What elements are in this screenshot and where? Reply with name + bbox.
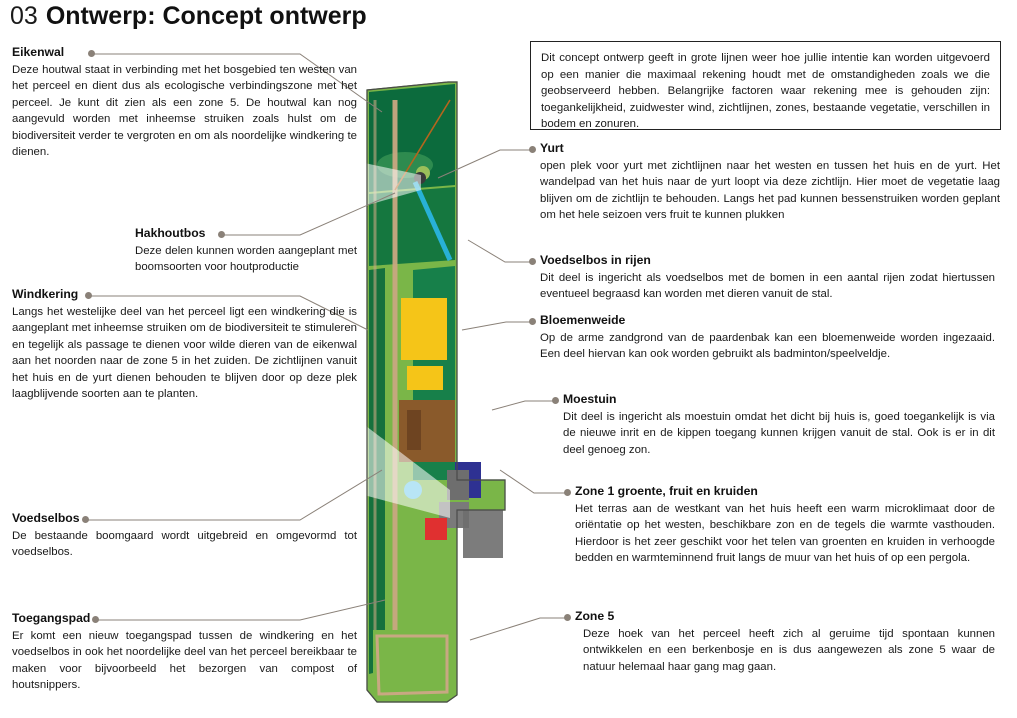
annotation-eikenwal-body: Deze houtwal staat in verbinding met het bosgebied ten westen van het perceel en dient dus als ecologische verbindingszone met het perceel. Je kunt dit zien als een zone 5. De houtwal kan nog aangevuld worden met inheemse struiken zoals hulst om de biodiversiteit verder te vergroten en om als noordelijke windkering te dienen.: [12, 64, 357, 159]
annotation-bloemenweide: [540, 313, 995, 363]
annotation-hakhoutbos-title: Hakhoutbos: [135, 226, 206, 240]
annotation-moestuin: [563, 392, 995, 458]
annotation-moestuin-marker: [552, 397, 559, 404]
annotation-voedselbos-rijen-body: Dit deel is ingericht als voedselbos met de bomen in een aantal rijen zodat hiertussen eventueel begraasd kan worden met dieren vanuit de stal.: [540, 272, 995, 301]
annotation-moestuin-title: Moestuin: [563, 392, 617, 406]
annotation-windkering-title: Windkering: [12, 287, 79, 301]
annotation-yurt-body: open plek voor yurt met zichtlijnen naar het westen en tussen het huis en de yurt. Het wandelpad van het huis naar de yurt loopt via deze zichtlijn. Hier moet de vegetatie laag blijven om de zichtlijn te behouden. Langs het pad kunnen bessenstruiken worden geplant om het hele seizoen vers fruit te kunnen plukken: [540, 160, 1000, 222]
annotation-zone5: [575, 609, 995, 675]
flower-meadow: [401, 298, 447, 390]
annotation-bloemenweide-marker: [529, 318, 536, 325]
annotation-windkering-marker: [85, 292, 92, 299]
zone5-area: [373, 630, 451, 698]
page-title-number: 03: [10, 2, 38, 30]
annotation-zone1-marker: [564, 489, 571, 496]
annotation-toegangspad-title: Toegangspad: [12, 611, 91, 625]
annotation-voedselbos-rijen-title: Voedselbos in rijen: [540, 253, 651, 267]
annotation-zone1-title: Zone 1 groente, fruit en kruiden: [575, 484, 758, 498]
annotation-hakhoutbos: [135, 226, 357, 276]
annotation-eikenwal: [12, 45, 357, 160]
annotation-eikenwal-marker: [88, 50, 95, 57]
annotation-zone1-body: Het terras aan de westkant van het huis heeft een warm microklimaat door de oriëntatie op het westen, beschikbare zon en de tegels die warmte vasthouden. Hierdoor is het zeer geschikt voor het telen van groenten en kruiden in verhoogde bedden en warmteminnend fruit langs de muur van het huis of op een pergola.: [575, 503, 995, 565]
annotation-zone5-body: Deze hoek van het perceel heeft zich al geruime tijd spontaan kunnen ontwikkelen en een berkenbosje en is dus aangewezen als zone 5 waar de natuur helemaal haar gang mag gaan.: [583, 628, 995, 673]
intro-text-box: [530, 41, 1001, 130]
annotation-eikenwal-title: Eikenwal: [12, 45, 65, 59]
annotation-moestuin-body: Dit deel is ingericht als moestuin omdat het dicht bij huis is, goed toegankelijk is via de nieuwe inrit en de kippen toegang kunnen krijgen vanuit de stal. Ook is er in dit deel genoeg zon.: [563, 411, 995, 456]
annotation-zone1: [575, 484, 995, 567]
annotation-voedselbos-rijen: [540, 253, 995, 303]
intro-text: Dit concept ontwerp geeft in grote lijnen weer hoe jullie intentie kan worden uitgevoerd op een manier die maximaal rekening houdt met de omstandigheden zoals we die geobserveerd hebben. Belangrijke factoren waar rekening mee is gehouden zijn: toegankelijkheid, zuidwester wind, zichtlijnen, zones, bestaande vegetatie, verschillen in bodem en zonuren.: [541, 52, 990, 130]
annotation-bloemenweide-body: Op de arme zandgrond van de paardenbak kan een bloemenweide worden ingezaaid. Een deel hiervan kan ook worden gebruikt als badminton/speelveldje.: [540, 332, 995, 361]
annotation-yurt-title: Yurt: [540, 141, 564, 155]
annotation-voedselbos-rijen-marker: [529, 258, 536, 265]
annotation-bloemenweide-title: Bloemenweide: [540, 313, 626, 327]
annotation-hakhoutbos-body: Deze delen kunnen worden aangeplant met boomsoorten voor houtproductie: [135, 245, 357, 274]
annotation-windkering: [12, 287, 357, 402]
annotation-windkering-body: Langs het westelijke deel van het perceel ligt een windkering die is aangeplant met inheemse struiken om de biodiversiteit te stimuleren en tegelijk als passage te dienen voor wilde dieren van de eikenwal aan het noorden naar de zone 5 in het zuiden. De zichtlijnen vanuit het huis en de yurt dienen behouden te blijven door op deze plek laagblijvende soorten aan te planten.: [12, 306, 357, 401]
annotation-toegangspad-marker: [92, 616, 99, 623]
annotation-voedselbos-marker: [82, 516, 89, 523]
annotation-yurt-marker: [529, 146, 536, 153]
annotation-voedselbos-body: De bestaande boomgaard wordt uitgebreid en omgevormd tot voedselbos.: [12, 530, 357, 559]
annotation-voedselbos: [12, 511, 357, 561]
annotation-toegangspad-body: Er komt een nieuw toegangspad tussen de windkering en het voedselbos in ook het noordelijke deel van het perceel bereikbaar te maken voor bijvoorbeeld het bezorgen van compost of houtsnippers.: [12, 630, 357, 692]
site-plan-drawing: [355, 70, 570, 710]
page-title: [10, 2, 367, 31]
annotation-toegangspad: [12, 611, 357, 694]
page-title-text: Ontwerp: Concept ontwerp: [45, 2, 367, 30]
annotation-zone5-marker: [564, 614, 571, 621]
annotation-hakhoutbos-marker: [218, 231, 225, 238]
vegetable-garden: [399, 400, 455, 462]
annotation-zone5-title: Zone 5: [575, 609, 615, 623]
annotation-yurt: [540, 141, 1000, 224]
annotation-voedselbos-title: Voedselbos: [12, 511, 80, 525]
